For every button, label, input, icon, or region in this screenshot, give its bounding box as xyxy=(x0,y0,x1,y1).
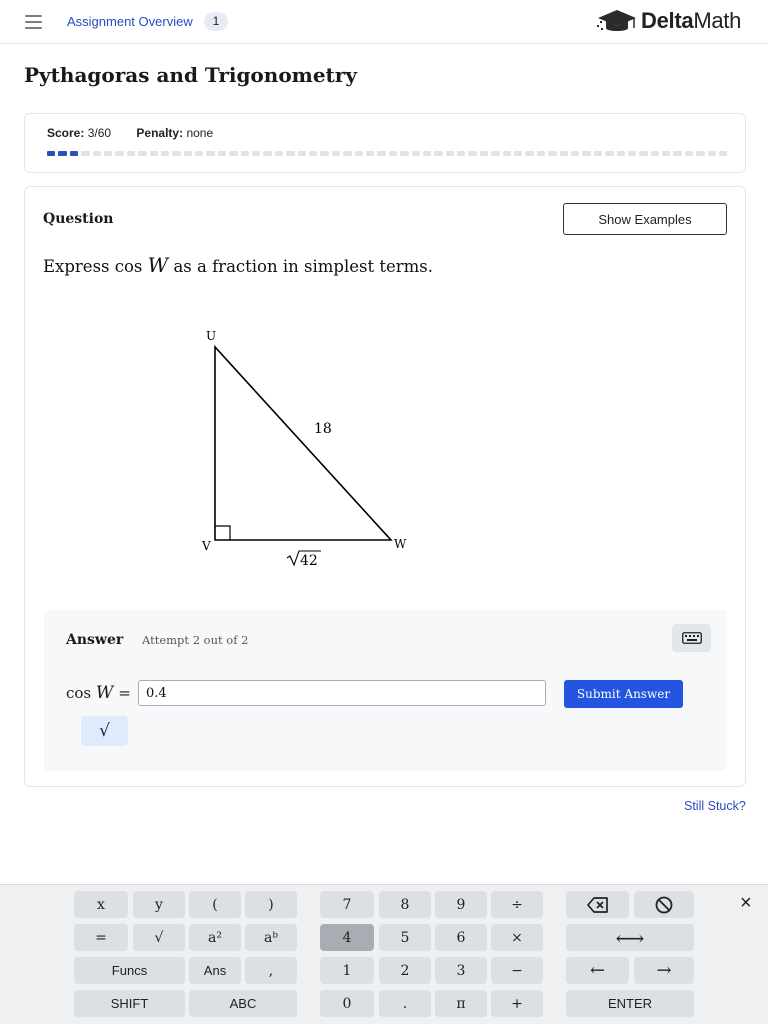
progress-segment xyxy=(571,151,579,156)
key-comma[interactable]: , xyxy=(245,957,297,984)
key-decimal[interactable]: . xyxy=(379,990,431,1017)
key-shift[interactable]: SHIFT xyxy=(74,990,185,1017)
equation-label: cos W = xyxy=(66,683,131,703)
key-square[interactable]: a² xyxy=(189,924,241,951)
progress-segment xyxy=(252,151,260,156)
key-divide[interactable]: ÷ xyxy=(491,891,543,918)
progress-segment xyxy=(514,151,522,156)
progress-segment xyxy=(241,151,249,156)
answer-input[interactable] xyxy=(138,680,546,706)
still-stuck-link[interactable]: Still Stuck? xyxy=(684,799,746,813)
assignment-overview-link[interactable]: Assignment Overview xyxy=(67,14,193,29)
keyboard-icon xyxy=(682,632,702,644)
key-funcs[interactable]: Funcs xyxy=(74,957,185,984)
progress-segment xyxy=(446,151,454,156)
progress-segment xyxy=(560,151,568,156)
progress-segment xyxy=(263,151,271,156)
progress-segment xyxy=(457,151,465,156)
progress-segment xyxy=(309,151,317,156)
progress-segment xyxy=(617,151,625,156)
key-left-arrow[interactable]: ← xyxy=(566,957,629,984)
key-9[interactable]: 9 xyxy=(435,891,487,918)
key-sqrt[interactable]: √ xyxy=(133,924,185,951)
progress-segment xyxy=(685,151,693,156)
key-pi[interactable]: π xyxy=(435,990,487,1017)
key-clear[interactable] xyxy=(634,891,694,918)
hypotenuse-label: 18 xyxy=(314,421,332,437)
progress-segment xyxy=(503,151,511,156)
progress-segment xyxy=(93,151,101,156)
key-equals[interactable]: = xyxy=(74,924,128,951)
progress-segment xyxy=(480,151,488,156)
key-ans[interactable]: Ans xyxy=(189,957,241,984)
progress-segment xyxy=(719,151,727,156)
key-8[interactable]: 8 xyxy=(379,891,431,918)
answer-area xyxy=(44,610,727,771)
progress-segment xyxy=(468,151,476,156)
question-label: Question xyxy=(43,211,114,227)
score-value: 3/60 xyxy=(87,126,112,140)
key-multiply[interactable]: × xyxy=(491,924,543,951)
progress-segment xyxy=(332,151,340,156)
question-text: Express cos W as a fraction in simplest terms. xyxy=(43,253,433,277)
progress-segment xyxy=(184,151,192,156)
progress-segment xyxy=(355,151,363,156)
base-label xyxy=(287,551,321,569)
progress-segment xyxy=(696,151,704,156)
progress-segment xyxy=(400,151,408,156)
right-triangle-figure xyxy=(185,322,445,582)
key-5[interactable]: 5 xyxy=(379,924,431,951)
menu-icon[interactable] xyxy=(25,15,42,29)
progress-segment xyxy=(594,151,602,156)
vertex-u-label: U xyxy=(206,329,217,343)
top-bar xyxy=(0,0,768,44)
progress-segment xyxy=(491,151,499,156)
progress-segment xyxy=(206,151,214,156)
progress-segment xyxy=(537,151,545,156)
key-abc[interactable]: ABC xyxy=(189,990,297,1017)
key-minus[interactable]: − xyxy=(491,957,543,984)
key-2[interactable]: 2 xyxy=(379,957,431,984)
progress-segment xyxy=(343,151,351,156)
logo-text: DeltaMath xyxy=(641,8,742,33)
keyboard-close-icon[interactable]: × xyxy=(740,892,752,914)
deltamath-logo[interactable] xyxy=(597,8,741,34)
triangle-shape xyxy=(215,347,391,540)
question-card xyxy=(24,186,746,787)
progress-segment xyxy=(172,151,180,156)
progress-segment xyxy=(104,151,112,156)
graduation-cap-icon xyxy=(597,8,637,34)
progress-segment xyxy=(434,151,442,156)
show-examples-button[interactable]: Show Examples xyxy=(563,203,727,235)
progress-bar xyxy=(47,151,727,157)
progress-segment xyxy=(605,151,613,156)
key-open-paren[interactable]: ( xyxy=(189,891,241,918)
progress-segment xyxy=(423,151,431,156)
key-3[interactable]: 3 xyxy=(435,957,487,984)
right-angle-marker xyxy=(215,526,230,540)
progress-segment xyxy=(366,151,374,156)
key-both-arrows[interactable]: ⟷ xyxy=(566,924,694,951)
progress-segment xyxy=(582,151,590,156)
progress-segment xyxy=(389,151,397,156)
progress-segment xyxy=(525,151,533,156)
progress-segment xyxy=(548,151,556,156)
progress-segment xyxy=(161,151,169,156)
key-power[interactable]: aᵇ xyxy=(245,924,297,951)
key-close-paren[interactable]: ) xyxy=(245,891,297,918)
assignment-count-badge: 1 xyxy=(204,12,228,31)
key-plus[interactable]: + xyxy=(491,990,543,1017)
progress-segment xyxy=(229,151,237,156)
key-0[interactable]: 0 xyxy=(320,990,374,1017)
math-keyboard xyxy=(0,884,768,1024)
progress-segment xyxy=(639,151,647,156)
key-x[interactable]: x xyxy=(74,891,128,918)
key-enter[interactable]: ENTER xyxy=(566,990,694,1017)
progress-segment xyxy=(628,151,636,156)
progress-segment xyxy=(377,151,385,156)
key-6[interactable]: 6 xyxy=(435,924,487,951)
progress-segment-complete xyxy=(58,151,66,156)
vertex-w-label: W xyxy=(394,537,407,551)
progress-segment xyxy=(150,151,158,156)
clear-icon xyxy=(655,896,673,914)
key-7[interactable]: 7 xyxy=(320,891,374,918)
progress-segment xyxy=(218,151,226,156)
answer-label: Answer xyxy=(66,632,124,648)
progress-segment xyxy=(662,151,670,156)
progress-segment xyxy=(81,151,89,156)
progress-segment xyxy=(127,151,135,156)
progress-segment xyxy=(412,151,420,156)
keyboard-toggle-button[interactable] xyxy=(672,624,711,652)
progress-segment xyxy=(651,151,659,156)
progress-segment-complete xyxy=(70,151,78,156)
attempt-counter: Attempt 2 out of 2 xyxy=(142,633,249,647)
key-right-arrow[interactable]: → xyxy=(634,957,694,984)
key-backspace[interactable] xyxy=(566,891,629,918)
submit-answer-button[interactable]: Submit Answer xyxy=(564,680,683,708)
key-1[interactable]: 1 xyxy=(320,957,374,984)
progress-segment xyxy=(195,151,203,156)
progress-segment xyxy=(708,151,716,156)
key-y[interactable]: y xyxy=(133,891,185,918)
score-card xyxy=(24,113,746,173)
progress-segment xyxy=(275,151,283,156)
penalty-value: none xyxy=(186,126,214,140)
progress-segment xyxy=(138,151,146,156)
vertex-v-label: V xyxy=(202,539,211,553)
sqrt-insert-button[interactable]: √ xyxy=(81,716,128,746)
progress-segment xyxy=(320,151,328,156)
score-line: Score: 3/60 Penalty: none xyxy=(47,126,214,140)
backspace-icon xyxy=(587,897,609,913)
key-4[interactable]: 4 xyxy=(320,924,374,951)
progress-segment xyxy=(115,151,123,156)
progress-segment xyxy=(286,151,294,156)
progress-segment xyxy=(298,151,306,156)
svg-text:42: 42 xyxy=(300,553,318,569)
progress-segment-complete xyxy=(47,151,55,156)
progress-segment xyxy=(673,151,681,156)
page-title: Pythagoras and Trigonometry xyxy=(24,63,357,87)
